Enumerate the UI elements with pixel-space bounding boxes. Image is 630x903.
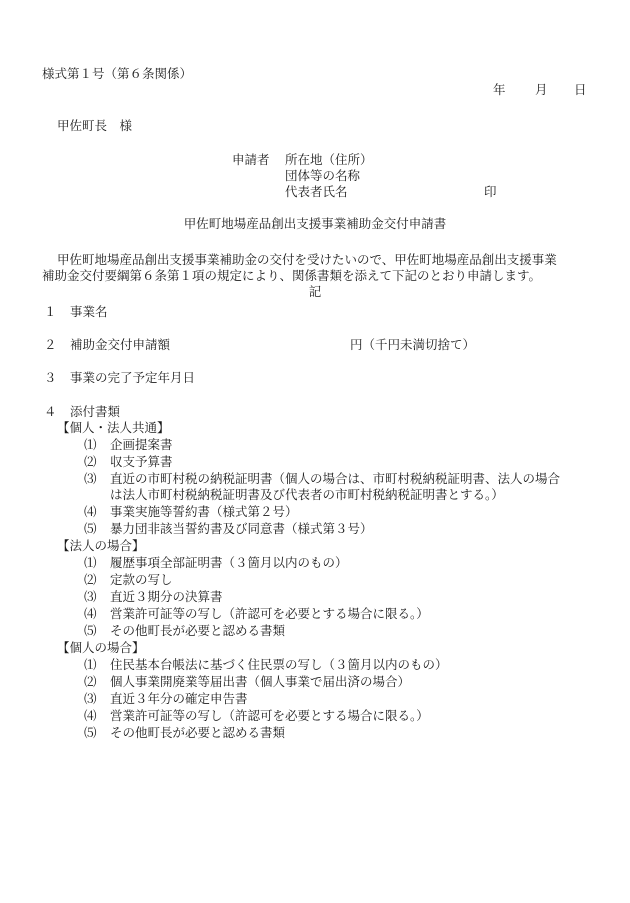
section-2-label: 補助金交付申請額 <box>70 337 171 352</box>
section-1-number: １ <box>44 304 57 319</box>
seal-mark: 印 <box>484 184 497 199</box>
list-item-text: 直近の市町村税の納税証明書（個人の場合は、市町村税納税証明書、法人の場合 <box>110 471 561 486</box>
body-line-2: 補助金交付要綱第６条第１項の規定により、関係書類を添えて下記のとおり申請します。 <box>42 268 542 283</box>
body-line-1: 甲佐町地場産品創出支援事業補助金の交付を受けたいので、甲佐町地場産品創出支援事業 <box>57 252 557 267</box>
section-1 <box>44 304 108 320</box>
list-item-continuation: は法人市町村税納税証明書及び代表者の市町村税納税証明書とする。） <box>110 487 504 502</box>
list-item <box>84 504 298 520</box>
list-item <box>84 471 560 487</box>
list-item <box>84 555 348 571</box>
form-number: 様式第１号（第６条関係） <box>42 66 193 81</box>
section-4-number: ４ <box>44 404 57 419</box>
section-2 <box>44 337 170 353</box>
list-item-text: 直近３期分の決算書 <box>110 589 223 604</box>
list-item-text: 個人事業開廃業等届出書（個人事業で届出済の場合） <box>110 674 411 689</box>
list-item-text: 営業許可証等の写し（許認可を必要とする場合に限る。） <box>110 606 429 621</box>
list-item-number: ⑵ <box>84 674 97 689</box>
list-item-number: ⑵ <box>84 572 97 587</box>
list-item <box>84 674 410 690</box>
document-title: 甲佐町地場産品創出支援事業補助金交付申請書 <box>183 216 447 231</box>
list-item <box>84 454 173 470</box>
list-item-number: ⑷ <box>84 708 97 723</box>
attachments-corporate-heading: 【法人の場合】 <box>57 538 145 553</box>
date-month-label: 月 <box>535 82 548 97</box>
list-item-text: その他町長が必要と認める書類 <box>110 623 286 638</box>
list-item-text: 暴力団非該当誓約書及び同意書（様式第３号） <box>110 521 373 536</box>
list-item <box>84 572 173 588</box>
list-item-text: その他町長が必要と認める書類 <box>110 725 286 740</box>
addressee: 甲佐町長 様 <box>57 118 133 133</box>
list-item-number: ⑶ <box>84 691 97 706</box>
list-item-number: ⑴ <box>84 555 97 570</box>
list-item-number: ⑸ <box>84 623 97 638</box>
section-3-label: 事業の完了予定年月日 <box>70 370 196 385</box>
list-item-text: 履歴事項全部証明書（３箇月以内のもの） <box>110 555 348 570</box>
list-item-number: ⑶ <box>84 589 97 604</box>
list-item-number: ⑴ <box>84 437 97 452</box>
applicant-label: 申請者 <box>232 152 270 167</box>
list-item <box>84 725 285 741</box>
list-item-number: ⑸ <box>84 725 97 740</box>
section-1-label: 事業名 <box>70 304 108 319</box>
list-item <box>84 623 285 639</box>
list-item-number: ⑷ <box>84 504 97 519</box>
list-item-text: 収支予算書 <box>110 454 173 469</box>
list-item-number: ⑸ <box>84 521 97 536</box>
list-item <box>84 606 429 622</box>
list-item <box>84 691 248 707</box>
applicant-address-label: 所在地（住所） <box>285 152 373 167</box>
list-item-text: 定款の写し <box>110 572 173 587</box>
list-item-number: ⑵ <box>84 454 97 469</box>
list-item <box>84 657 448 673</box>
section-3 <box>44 370 195 386</box>
list-item <box>84 521 373 537</box>
date-year-label: 年 <box>493 82 506 97</box>
date-day-label: 日 <box>574 82 587 97</box>
applicant-rep-name-label: 代表者氏名 <box>285 184 348 199</box>
list-item-text: 直近３年分の確定申告書 <box>110 691 248 706</box>
list-item-number: ⑶ <box>84 471 97 486</box>
list-item-text: 事業実施等誓約書（様式第２号） <box>110 504 298 519</box>
list-item <box>84 708 429 724</box>
list-item-text: 企画提案書 <box>110 437 173 452</box>
section-4-label: 添付書類 <box>70 404 121 419</box>
list-item-text: 住民基本台帳法に基づく住民票の写し（３箇月以内のもの） <box>110 657 448 672</box>
attachments-common-heading: 【個人・法人共通】 <box>57 420 170 435</box>
section-3-number: ３ <box>44 370 57 385</box>
list-item-text: 営業許可証等の写し（許認可を必要とする場合に限る。） <box>110 708 429 723</box>
section-2-number: ２ <box>44 337 57 352</box>
section-2-unit: 円（千円未満切捨て） <box>350 337 476 352</box>
list-item-number: ⑷ <box>84 606 97 621</box>
list-item-number: ⑴ <box>84 657 97 672</box>
ki-heading: 記 <box>308 284 322 299</box>
applicant-org-name-label: 団体等の名称 <box>285 168 361 183</box>
list-item <box>84 589 223 605</box>
section-4 <box>44 404 120 420</box>
attachments-individual-heading: 【個人の場合】 <box>57 640 145 655</box>
list-item <box>84 437 173 453</box>
